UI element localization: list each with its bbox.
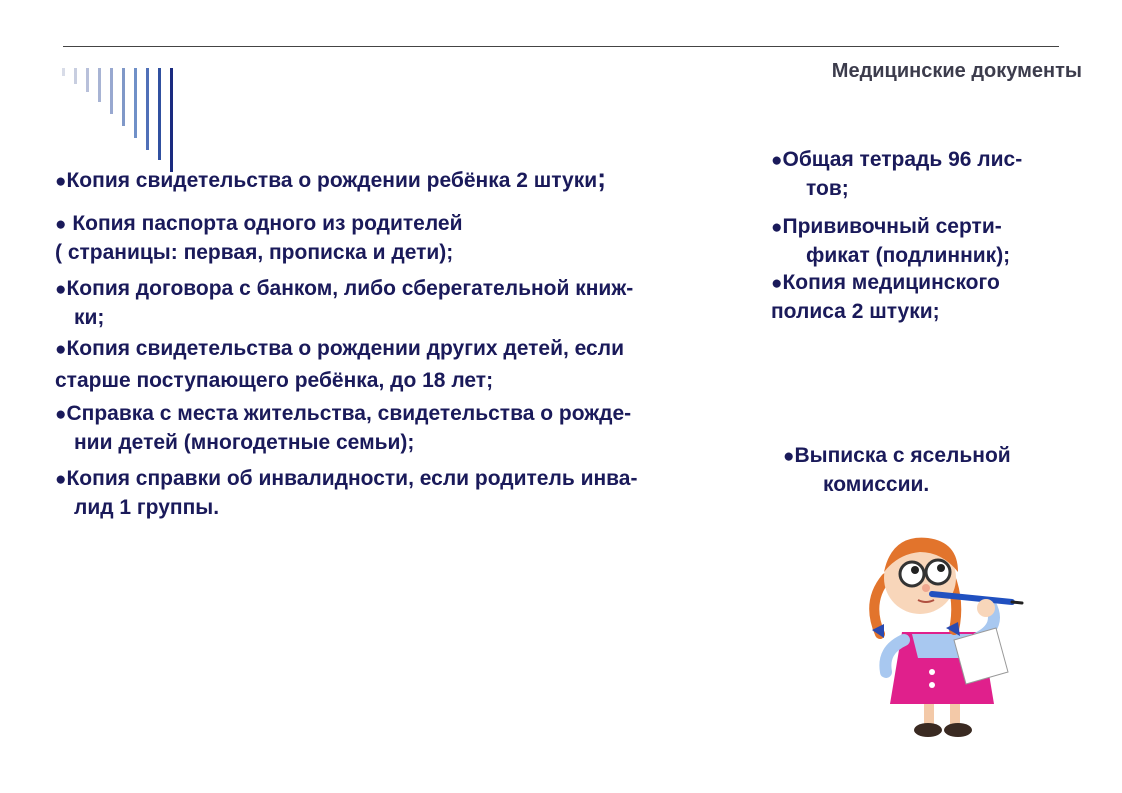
list-item-birth-certificate: ●Копия свидетельства о рождении ребёнка 2 штуки; [55,163,607,193]
bullet-icon: ● [55,171,67,192]
bullet-icon: ● [771,273,783,294]
list-item-disability-certificate: ●Копия справки об инвалидности, если родитель инва- лид 1 группы. [55,467,638,519]
list-item-residence-certificate: ●Справка с места жительства, свидетельства о рожде- нии детей (многодетные семьи); [55,402,632,454]
top-divider [63,46,1059,47]
bullet-icon: ● [55,469,67,490]
list-item-nursery-extract: ●Выписка с ясельной комиссии. [783,444,1011,496]
bullet-icon: ● [55,339,67,360]
list-item-vaccination-certificate: ●Прививочный серти- фикат (подлинник); [771,215,1011,267]
bullet-icon: ● [55,214,67,235]
list-item-parent-passport: ● Копия паспорта одного из родителей ( страницы: первая, прописка и дети); [55,212,463,264]
bullet-icon: ● [783,446,795,467]
cartoon-girl-illustration [862,522,1034,767]
decorative-stripes [60,68,180,178]
bullet-icon: ● [55,404,67,425]
list-item-medical-policy: ●Копия медицинского полиса 2 штуки; [771,271,1000,323]
page-title: Медицинские документы [831,60,1082,82]
list-item-siblings-certificates: ●Копия свидетельства о рождении других детей, если старше поступающего ребёнка, до 18 лет; [55,337,624,392]
bullet-icon: ● [771,217,783,238]
bullet-icon: ● [55,279,67,300]
bullet-icon: ● [771,150,783,171]
list-item-bank-contract: ●Копия договора с банком, либо сберегательной книж- ки; [55,277,634,329]
list-item-notebook: ●Общая тетрадь 96 лис- тов; [771,148,1023,200]
